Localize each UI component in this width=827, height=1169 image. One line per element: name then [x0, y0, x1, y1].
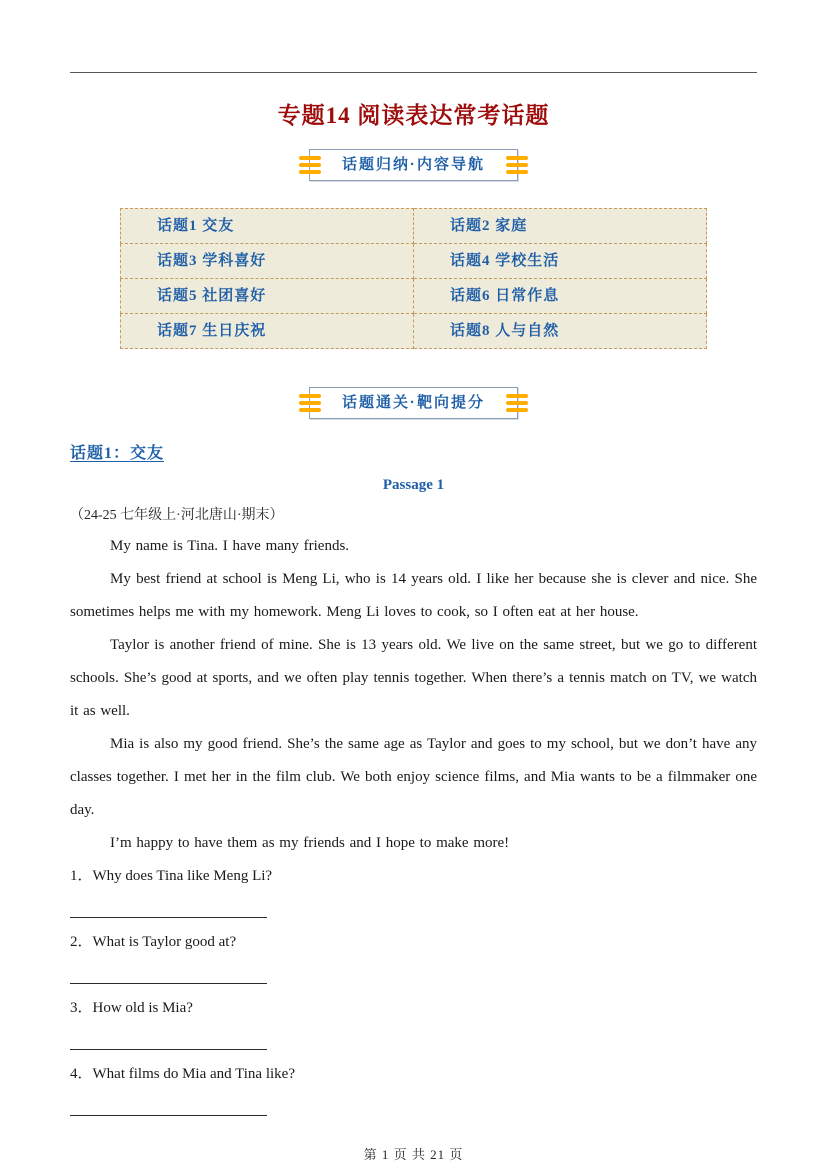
passage-paragraph: My best friend at school is Meng Li, who is 14 years old. I like her because she is clever and nice. She sometimes helps me with my homework. Meng Li loves to cook, so I often eat at her house. [70, 571, 757, 620]
passage-paragraph: Mia is also my good friend. She’s the same age as Taylor and goes to my school, but we don’t have any classes together. I met her in the film club. We both enjoy science films, and Mia wants to be a filmmaker one day. [70, 736, 757, 818]
banner-practice-label: 话题通关·靶向提分 [342, 394, 485, 411]
banner-practice [309, 387, 518, 419]
hamburger-icon [506, 156, 528, 174]
topic-label: 话题4 学校生活 [450, 253, 560, 269]
topic-cell [121, 314, 414, 349]
topic-label: 话题1 交友 [157, 218, 235, 234]
question-1: 1．Why does Tina like Meng Li? [70, 868, 273, 884]
answer-blank-4 [70, 1115, 267, 1116]
passage-paragraph: My name is Tina. I have many friends. [110, 538, 350, 554]
questions-block [70, 860, 757, 1116]
topic-cell [121, 244, 414, 279]
topic-cell [414, 314, 707, 349]
table-row [121, 209, 707, 244]
topic-label: 话题5 社团喜好 [157, 288, 267, 304]
passage-source: （24-25 七年级上·河北唐山·期末） [70, 508, 284, 523]
passage-body [70, 530, 757, 860]
banner-topics-nav [309, 149, 518, 181]
topic-cell [121, 279, 414, 314]
answer-blank-2 [70, 983, 267, 984]
table-row [121, 314, 707, 349]
banner-topics-nav-label: 话题归纳·内容导航 [342, 156, 485, 173]
passage-title: Passage 1 [382, 477, 445, 493]
section-heading-text: 话题1：交友 [70, 445, 165, 462]
answer-blank-3 [70, 1049, 267, 1050]
hamburger-icon [299, 394, 321, 412]
topic-label: 话题2 家庭 [450, 218, 528, 234]
table-row [121, 244, 707, 279]
table-row [121, 279, 707, 314]
section-heading [70, 443, 757, 464]
page-footer: 第 1 页 共 21 页 [363, 1147, 464, 1162]
hamburger-icon [299, 156, 321, 174]
question-2: 2．What is Taylor good at? [70, 934, 237, 950]
topics-table [120, 208, 707, 349]
top-divider [70, 72, 757, 73]
topic-cell [414, 244, 707, 279]
topic-label: 话题6 日常作息 [450, 288, 560, 304]
page-title: 专题14 阅读表达常考话题 [277, 103, 550, 128]
topic-label: 话题8 人与自然 [450, 323, 560, 339]
topic-cell [414, 279, 707, 314]
topic-cell [121, 209, 414, 244]
answer-blank-1 [70, 917, 267, 918]
question-3: 3．How old is Mia? [70, 1000, 193, 1016]
topic-label: 话题7 生日庆祝 [157, 323, 267, 339]
passage-paragraph: I’m happy to have them as my friends and I hope to make more! [110, 835, 510, 851]
passage-paragraph: Taylor is another friend of mine. She is 13 years old. We live on the same street, but we go to different schools. She’s good at sports, and we often play tennis together. When there’s a tennis match on TV, we watch it as well. [70, 637, 757, 719]
question-4: 4．What films do Mia and Tina like? [70, 1066, 295, 1082]
hamburger-icon [506, 394, 528, 412]
topic-cell [414, 209, 707, 244]
topic-label: 话题3 学科喜好 [157, 253, 267, 269]
